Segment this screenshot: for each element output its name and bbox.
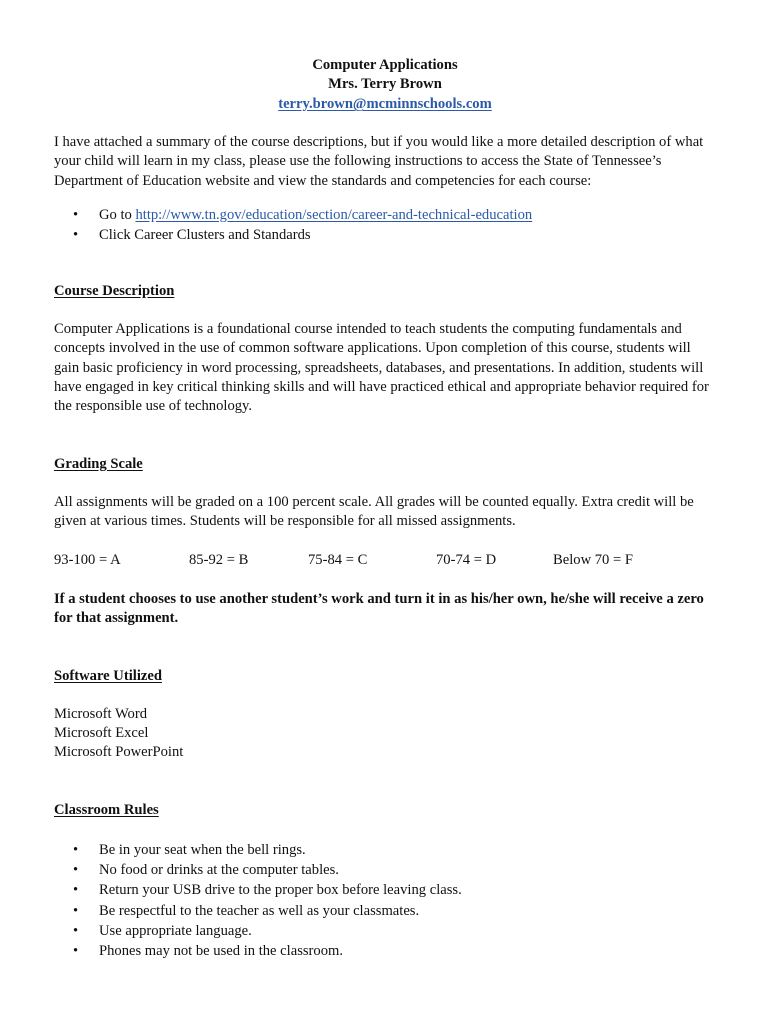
grade-f: Below 70 = F [553,552,633,568]
bullet-icon: • [73,922,79,939]
rule-text: Be in your seat when the bell rings. [99,842,306,858]
bullet-icon: • [73,882,79,899]
grade-c: 75-84 = C [308,552,368,568]
teacher-email-link[interactable]: terry.brown@mcminnschools.com [278,96,492,112]
grade-d: 70-74 = D [436,552,497,568]
instruction-prefix: Go to [99,207,136,223]
software-item-word: Microsoft Word [54,706,147,722]
bullet-icon: • [73,227,79,244]
bullet-icon: • [73,862,79,879]
software-heading: Software Utilized [54,668,162,684]
teacher-email-link-row [0,95,770,114]
teacher-name: Mrs. Terry Brown [328,76,442,92]
classroom-rules-heading: Classroom Rules [54,802,159,818]
grading-scale-paragraph: All assignments will be graded on a 100 percent scale. All grades will be counted equally. Extra credit will be given at various times. Students will be responsible for all missed assignments. [54,494,694,530]
document-title: Computer Applications [312,57,458,73]
bullet-icon: • [73,207,79,223]
bullet-icon: • [73,902,79,919]
grading-scale-heading: Grading Scale [54,456,143,472]
rule-text: Use appropriate language. [99,922,252,939]
software-item-powerpoint: Microsoft PowerPoint [54,744,184,760]
grade-a: 93-100 = A [54,552,121,568]
course-description-heading: Course Description [54,283,175,299]
instruction-text [99,206,532,225]
intro-paragraph: I have attached a summary of the course descriptions, but if you would like a more detailed description of what your child will learn in my class, please use the following instructions to access the State of Tennessee’s Department of Education website and view the standards and competencies for each course: [54,134,704,189]
bullet-icon: • [73,842,79,858]
tn-education-link[interactable]: http://www.tn.gov/education/section/career-and-technical-education [135,207,533,223]
grade-b: 85-92 = B [189,552,249,568]
rule-text: No food or drinks at the computer tables. [99,862,339,879]
instruction-text: Click Career Clusters and Standards [99,227,311,244]
bullet-icon: • [73,942,79,959]
plagiarism-warning: If a student chooses to use another student’s work and turn it in as his/her own, he/she will receive a zero for that assignment. [54,591,704,627]
rule-text: Phones may not be used in the classroom. [99,942,344,959]
course-description-paragraph: Computer Applications is a foundational course intended to teach students the computing fundamentals and concepts involved in the use of common software applications. Upon completion of this course, students will gain basic proficiency in word processing, spreadsheets, databases, and presentations. In addition, students will have engaged in key critical thinking skills and will have practiced ethical and appropriate behavior required for the responsible use of technology. [54,321,709,415]
rule-text: Be respectful to the teacher as well as your classmates. [99,902,420,919]
rule-text: Return your USB drive to the proper box before leaving class. [99,882,462,899]
software-item-excel: Microsoft Excel [54,725,149,741]
